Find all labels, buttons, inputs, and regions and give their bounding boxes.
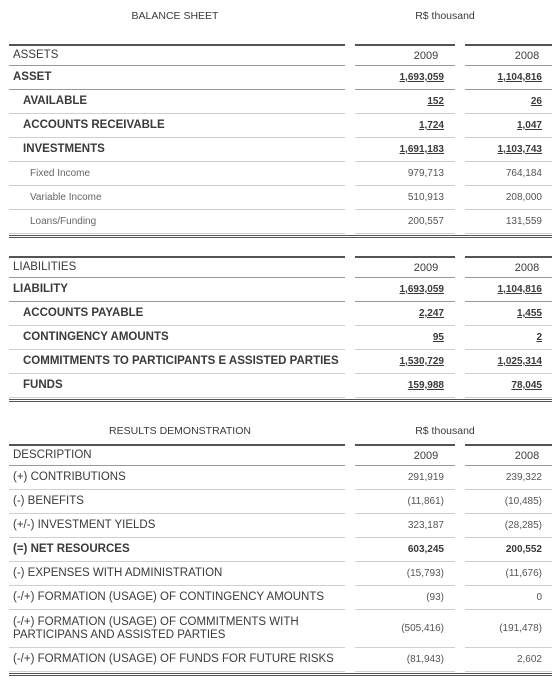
value-2009: 2,247 <box>418 308 444 319</box>
value-2009: 323,187 <box>407 520 444 531</box>
header-year-2008: 2008 <box>514 261 540 274</box>
header-year-2008: 2008 <box>514 49 540 62</box>
table-row <box>9 374 552 398</box>
column-gap <box>455 256 465 398</box>
value-2009: 291,919 <box>407 472 444 483</box>
header-label: LIABILITIES <box>13 261 77 274</box>
row-label: (-/+) FORMATION (USAGE) OF FUNDS FOR FUTURE RISKS <box>13 653 334 666</box>
liabilities-table <box>9 256 552 398</box>
row-label: FUNDS <box>23 379 63 392</box>
row-label: (-) BENEFITS <box>13 495 84 508</box>
value-2009: 1,691,183 <box>399 144 444 155</box>
value-2009: 1,724 <box>418 120 444 131</box>
table-row <box>9 162 552 186</box>
row-label: COMMITMENTS TO PARTICIPANTS E ASSISTED PARTIES <box>23 355 339 368</box>
value-2009: (93) <box>426 592 444 603</box>
results-unit: R$ thousand <box>415 425 475 437</box>
value-2008: 200,552 <box>505 544 542 555</box>
value-2009: 152 <box>427 96 444 107</box>
row-label: ACCOUNTS RECEIVABLE <box>23 119 165 132</box>
value-2009: 159,988 <box>407 380 444 391</box>
value-2008: 764,184 <box>505 168 542 179</box>
value-2008: 2,602 <box>516 654 542 665</box>
value-2009: 95 <box>432 332 444 343</box>
column-gap <box>345 44 355 234</box>
row-label: INVESTMENTS <box>23 143 105 156</box>
results-title: RESULTS DEMONSTRATION <box>109 425 251 437</box>
column-gap <box>345 444 355 672</box>
table-header-row <box>9 444 552 466</box>
table-bottom-rule <box>9 673 552 676</box>
column-gap <box>345 256 355 398</box>
table-row <box>9 138 552 162</box>
value-2008: 1,455 <box>516 308 542 319</box>
row-label: (+) CONTRIBUTIONS <box>13 471 126 484</box>
row-label: CONTINGENCY AMOUNTS <box>23 331 169 344</box>
header-label: DESCRIPTION <box>13 449 92 462</box>
table-row <box>9 466 552 490</box>
table-row <box>9 90 552 114</box>
table-row <box>9 66 552 90</box>
row-label: Loans/Funding <box>30 216 97 227</box>
row-label: Variable Income <box>30 192 102 203</box>
row-label: Fixed Income <box>30 168 91 179</box>
row-label: ACCOUNTS PAYABLE <box>23 307 144 320</box>
value-2009: 510,913 <box>407 192 444 203</box>
table-row <box>9 648 552 672</box>
row-label: (-) EXPENSES WITH ADMINISTRATION <box>13 567 223 580</box>
table-row <box>9 186 552 210</box>
results-table <box>9 444 552 672</box>
value-2008: 1,103,743 <box>497 144 542 155</box>
value-2008: 1,047 <box>516 120 542 131</box>
table-row <box>9 514 552 538</box>
value-2009: 200,557 <box>407 216 444 227</box>
header-label: ASSETS <box>13 49 59 62</box>
table-row <box>9 350 552 374</box>
value-2008: 78,045 <box>511 380 542 391</box>
table-header-row <box>9 44 552 66</box>
value-2009: (81,943) <box>406 654 444 665</box>
value-2009: 603,245 <box>407 544 444 555</box>
row-label: (+/-) INVESTMENT YIELDS <box>13 519 156 532</box>
value-2008: 0 <box>536 592 542 603</box>
table-row <box>9 210 552 234</box>
table-row <box>9 114 552 138</box>
value-2008: 239,322 <box>505 472 542 483</box>
row-label: (-/+) FORMATION (USAGE) OF COMMITMENTS WITH PARTICIPANS AND ASSISTED PARTIES <box>13 615 299 641</box>
table-row <box>9 278 552 302</box>
value-2008: 1,104,816 <box>497 284 542 295</box>
balance-sheet-unit: R$ thousand <box>415 10 475 22</box>
table-bottom-rule <box>9 235 552 238</box>
value-2009: (15,793) <box>406 568 444 579</box>
row-label: (=) NET RESOURCES <box>13 543 130 556</box>
row-label: (-/+) FORMATION (USAGE) OF CONTINGENCY AMOUNTS <box>13 591 325 604</box>
header-year-2009: 2009 <box>413 49 439 62</box>
value-2008: 1,025,314 <box>497 356 542 367</box>
table-row <box>9 490 552 514</box>
header-year-2008: 2008 <box>514 449 540 462</box>
table-row <box>9 562 552 586</box>
value-2008: (10,485) <box>504 496 542 507</box>
value-2008: (191,478) <box>499 623 542 634</box>
row-label: ASSET <box>13 71 52 84</box>
column-gap <box>455 444 465 672</box>
value-2008: 208,000 <box>505 192 542 203</box>
value-2009: 1,530,729 <box>399 356 444 367</box>
table-row <box>9 538 552 562</box>
value-2008: 131,559 <box>505 216 542 227</box>
value-2008: (28,285) <box>504 520 542 531</box>
assets-table <box>9 44 552 234</box>
header-year-2009: 2009 <box>413 261 439 274</box>
value-2008: 26 <box>530 96 542 107</box>
value-2009: (505,416) <box>401 623 444 634</box>
table-row <box>9 326 552 350</box>
table-row <box>9 610 552 648</box>
table-header-row <box>9 256 552 278</box>
value-2008: (11,676) <box>505 568 542 579</box>
column-gap <box>455 44 465 234</box>
table-row <box>9 302 552 326</box>
row-label: AVAILABLE <box>23 95 88 108</box>
header-year-2009: 2009 <box>413 449 439 462</box>
table-bottom-rule <box>9 399 552 402</box>
value-2009: 979,713 <box>407 168 444 179</box>
value-2009: (11,861) <box>407 496 444 507</box>
value-2009: 1,693,059 <box>399 284 444 295</box>
balance-sheet-title: BALANCE SHEET <box>131 10 219 22</box>
value-2008: 1,104,816 <box>497 72 542 83</box>
value-2008: 2 <box>536 332 542 343</box>
value-2009: 1,693,059 <box>399 72 444 83</box>
table-row <box>9 586 552 610</box>
row-label: LIABILITY <box>13 283 68 296</box>
